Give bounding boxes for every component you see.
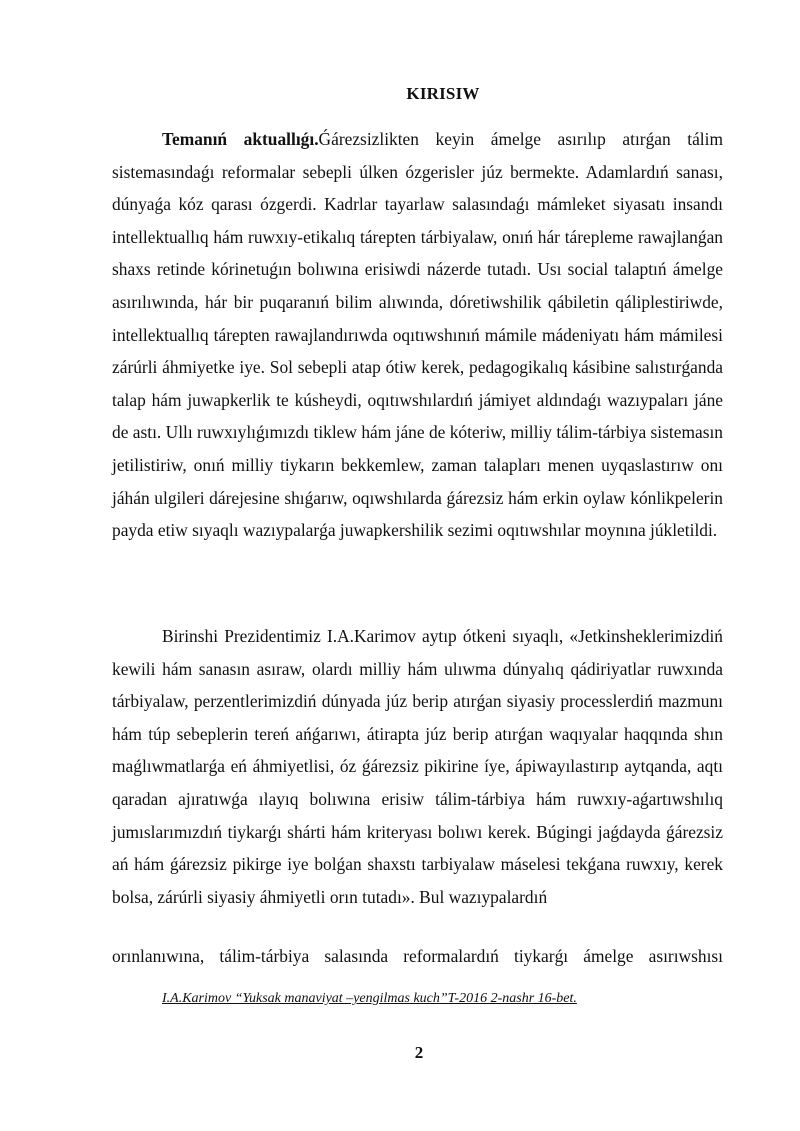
footnote: I.A.Karimov “Yuksak manaviyat –yengilmas kuch”T-2016 2-nashr 16-bet. [162,991,577,1006]
paragraph-lead-title: Temanıń aktuallıǵı. [162,129,319,149]
paragraph-continuation: orınlanıwına, tálim-tárbiya salasında reformalardıń tiykarǵı ámelge asırıwshısı [112,946,723,966]
paragraph-relevance-body: Ǵárezsizlikten keyin ámelge asırılıp atırǵan tálim sistemasındaǵı reformalar sebepli úlken ózgerisler júz bermekte. Adamlardıń sanası, dúnyaǵa kóz qarası ózgerdi. Kadrlar tayarlaw salasındaǵı mámleket siyasatı insandı intellektuallıq hám ruwxıy-etikalıq tárepten tárbiyalaw, onıń hár tárepleme rawajlanǵan shaxs retinde kórinetuǵın bolıwına erisiwdi názerde tutadı. Usı social talaptıń ámelge asırılıwında, hár bir puqaranıń bilim alıwında, dóretiwshilik qábiletin qáliplestiriwde, intellektuallıq tárepten rawajlandırıwda oqıtıwshınıń mámile mádeniyatı hám mámilesi zárúrli áhmiyetke iye. Sol sebepli atap ótiw kerek, pedagogikalıq kásibine salıstırǵanda talap hám juwapkerlik te kúsheydi, oqıtıwshılardıń jámiyet aldındaǵı wazıypaları jáne de astı. Ullı ruwxıylıǵımızdı tiklew hám jáne de kóteriw, milliy tálim-tárbiya sistemasın jetilistiriw, onıń milliy tiykarın bekkemlew, zaman talapları menen uyqaslastırıw onı jáhán ulgileri dárejesine shıǵarıw, oqıwshılarda ǵárezsiz hám erkin oylaw kónlikpelerin payda etiw sıyaqlı wazıypalarǵa juwapkershilik sezimi oqıtıwshılar moynına júkletildi. [112,129,723,541]
page-number: 2 [414,1043,424,1062]
paragraph-relevance [112,123,723,547]
section-heading: KIRISIW [406,84,480,103]
paragraph-quote: Birinshi Prezidentimiz I.A.Karimov aytıp ótkeni sıyaqlı, «Jetkinsheklerimizdiń kewili hám sanasın asıraw, olardı milliy hám ulıwma dúnyalıq qádiriyatlar ruwxında tárbiyalaw, perzentlerimizdiń dúnyada júz berip atırǵan siyasiy processlerdiń mazmunı hám túp sebeplerin tereń ańǵarıwı, átirapta júz berip atırǵan waqıyalar haqqında shın maǵlıwmatlarǵa eń áhmiyetlisi, óz ǵárezsiz pikirine íye, ápiwayılastırıp aytqanda, aqtı qaradan ajıratıwǵa ılayıq bolıwına erisiw tálim-tárbiya hám ruwxıy-aǵartıwshılıq jumıslarımızdıń tiykarǵı shárti hám kriteryası bolıwı kerek. Búgingi jaǵdayda ǵárezsiz ań hám ǵárezsiz pikirge iye bolǵan shaxstı tarbiyalaw máselesi tekǵana ruwxıy, kerek bolsa, zárúrli siyasiy áhmiyetli orın tutadı». Bul wazıypalardıń [112,626,723,907]
